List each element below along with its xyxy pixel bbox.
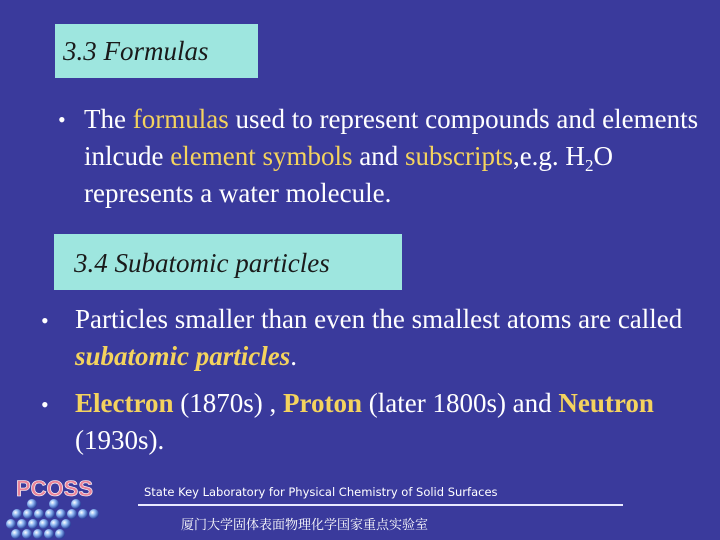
text-run: The <box>84 104 133 134</box>
term-subscripts: subscripts <box>404 141 513 171</box>
section-heading-formulas: 3.3 Formulas <box>55 24 258 78</box>
bullet-marker: • <box>41 308 49 333</box>
text-run: O represents a water molecule. <box>84 141 613 208</box>
footer-divider <box>138 504 623 506</box>
pcoss-logo <box>2 472 132 540</box>
term-subatomic-particles: subatomic particles <box>75 341 291 371</box>
subscript-2: 2 <box>584 156 594 175</box>
logo-text: PCOSS <box>16 476 94 501</box>
particles-discovery-paragraph <box>75 385 705 459</box>
text-run: ,e.g. H <box>512 141 585 171</box>
text-run: (later 1800s) and <box>361 388 559 418</box>
section-heading-subatomic: 3.4 Subatomic particles <box>54 234 402 290</box>
term-proton: Proton <box>282 388 362 418</box>
bullet-marker: • <box>41 392 49 417</box>
text-run: . <box>290 341 297 371</box>
formulas-paragraph <box>84 101 704 212</box>
term-formulas: formulas <box>132 104 229 134</box>
text-run: and <box>352 141 405 171</box>
bullet-marker: • <box>58 107 66 132</box>
text-run: used to represent compounds and elements inlcude <box>84 104 699 171</box>
term-neutron: Neutron <box>558 388 654 418</box>
subatomic-paragraph <box>75 301 705 375</box>
lab-name-english: State Key Laboratory for Physical Chemistry of Solid Surfaces <box>144 485 498 499</box>
atom-spheres <box>6 499 99 539</box>
text-run: Particles smaller than even the smallest atoms are called <box>75 304 683 334</box>
text-run: (1930s). <box>75 425 165 455</box>
term-element-symbols: element symbols <box>170 141 353 171</box>
lab-name-chinese: 厦门大学固体表面物理化学国家重点实验室 <box>181 518 429 533</box>
text-run: (1870s) , <box>173 388 283 418</box>
term-electron: Electron <box>75 388 174 418</box>
